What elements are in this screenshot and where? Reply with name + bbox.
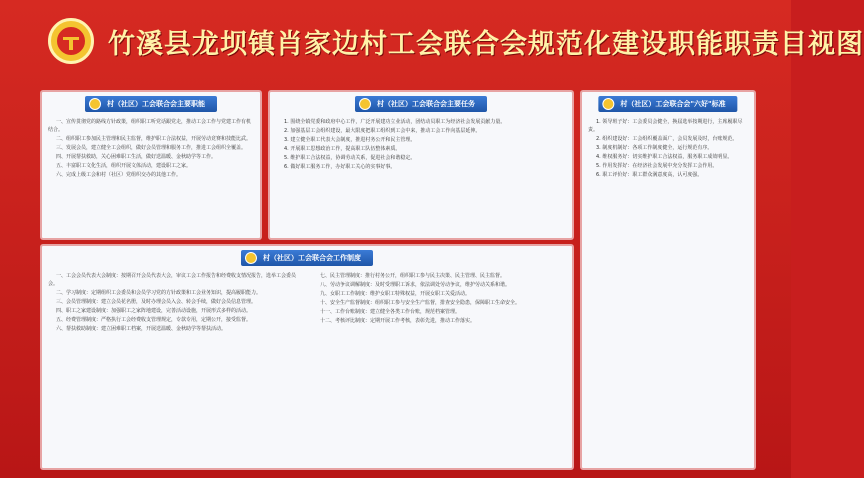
- list-item: 三、会员管理制度：建立会员花名册，及时办理会员入会、转会手续，做好会员信息管理。: [56, 299, 257, 305]
- bullet-icon: [245, 252, 257, 264]
- duties-panel-title: [85, 96, 217, 112]
- list-item: 3. 制度机制好：各项工作制度健全，运行规范有序。: [596, 145, 713, 151]
- list-item: 四、职工之家建设制度：加强职工之家阵地建设，完善活动设施，开展形式多样的活动。: [56, 308, 252, 314]
- list-item: 1. 围绕全镇党委和政府中心工作，广泛开展建功立业活动，团结动员职工为经济社会发展贡献力量。: [284, 119, 506, 125]
- list-item: 4. 开展职工思想政治工作，提高职工队伍整体素质。: [284, 146, 401, 152]
- system-panel-title: [241, 250, 373, 266]
- union-emblem-icon: [48, 18, 94, 64]
- list-item: 九、女职工工作制度：维护女职工特殊权益，开展女职工关爱活动。: [320, 291, 471, 297]
- duties-panel: [40, 90, 262, 240]
- list-item: 五、经费管理制度：严格执行工会经费收支管理规定，专款专用，定期公开，接受监督。: [56, 317, 252, 323]
- list-item: 6. 职工评价好：职工群众满意度高，认可度强。: [596, 172, 703, 178]
- list-item: 八、劳动争议调解制度：及时受理职工诉求，依法调处劳动争议，维护劳动关系和谐。: [320, 282, 511, 288]
- list-item: 5. 维护职工合法权益，协调劳动关系，促进社会和谐稳定。: [284, 155, 416, 161]
- list-item: 七、民主管理制度：推行村务公开，组织职工参与民主决策、民主管理、民主监督。: [320, 273, 506, 279]
- list-item: 六、帮扶救助制度：建立困难职工档案，开展送温暖、金秋助学等帮扶活动。: [56, 326, 227, 332]
- tasks-title-text: 村（社区）工会联合会主要任务: [377, 100, 475, 108]
- page-title: 竹溪县龙坝镇肖家边村工会联合会规范化建设职能职责目视图: [108, 29, 864, 60]
- header: [0, 0, 864, 80]
- list-item: 1. 领导班子好：工会委员会健全，换届选举按期进行，主席履职尽责。: [588, 119, 743, 133]
- system-panel: [40, 244, 574, 470]
- standards-panel-title: [598, 96, 737, 112]
- list-item: 六、完成上级工会和村（社区）党组织交办的其他工作。: [56, 172, 182, 178]
- list-item: 5. 作用发挥好：在经济社会发展中充分发挥工会作用。: [596, 163, 718, 169]
- list-item: 2. 加强基层工会组织建设，最大限度把职工组织到工会中来，推动工会工作向基层延伸。: [284, 128, 481, 134]
- tasks-list: [276, 118, 566, 234]
- list-item: 四、开展帮扶救助，关心困难职工生活，做好送温暖、金秋助学等工作。: [56, 154, 217, 160]
- bullet-icon: [89, 98, 101, 110]
- list-item: 3. 建立健全职工代表大会制度，推进村务公开和民主管理。: [284, 137, 416, 143]
- list-item: 二、组织职工参加民主管理和民主监督，维护职工合法权益，开展劳动竞赛和技能比武。: [56, 136, 252, 142]
- list-item: 十、安全生产监督制度：组织职工参与安全生产监督，排查安全隐患，保障职工生命安全。: [320, 300, 521, 306]
- tasks-panel-title: [355, 96, 487, 112]
- list-item: 十二、考核评比制度：定期开展工作考核，表彰先进，推动工作落实。: [320, 318, 476, 324]
- list-item: 6. 做好职工服务工作，办好职工关心的实事好事。: [284, 164, 396, 170]
- system-list: [48, 272, 566, 464]
- list-item: 2. 组织建设好：工会组织覆盖面广，会员发展及时，台账规范。: [596, 136, 738, 142]
- standards-list: [588, 118, 748, 464]
- bullet-icon: [359, 98, 371, 110]
- standards-title-text: 村（社区）工会联合会"六好"标准: [620, 100, 726, 108]
- list-item: 二、学习制度：定期组织工会委员和会员学习党的方针政策和工会业务知识，提高履职能力。: [56, 290, 262, 296]
- list-item: 十一、工作台账制度：建立健全各类工作台账，规范档案管理。: [320, 309, 461, 315]
- list-item: 五、丰富职工文化生活，组织开展文体活动，建设职工之家。: [56, 163, 192, 169]
- list-item: 一、工会会员代表大会制度：按期召开会员代表大会，审议工会工作报告和经费收支情况报告，选举工会委员会。: [48, 273, 297, 287]
- standards-panel: [580, 90, 756, 470]
- tasks-panel: [268, 90, 574, 240]
- duties-title-text: 村（社区）工会联合会主要职能: [107, 100, 205, 108]
- system-title-text: 村（社区）工会联合会工作制度: [263, 254, 361, 262]
- duties-list: [48, 118, 254, 234]
- list-item: 4. 维权服务好：切实维护职工合法权益，服务职工成效明显。: [596, 154, 733, 160]
- bullet-icon: [602, 98, 614, 110]
- list-item: 一、宣传贯彻党的路线方针政策，组织职工听党话跟党走，推动工会工作与党建工作有机结合。: [48, 119, 252, 133]
- list-item: 三、发展会员，建立健全工会组织，做好会员管理和服务工作，推进工会组织全覆盖。: [56, 145, 247, 151]
